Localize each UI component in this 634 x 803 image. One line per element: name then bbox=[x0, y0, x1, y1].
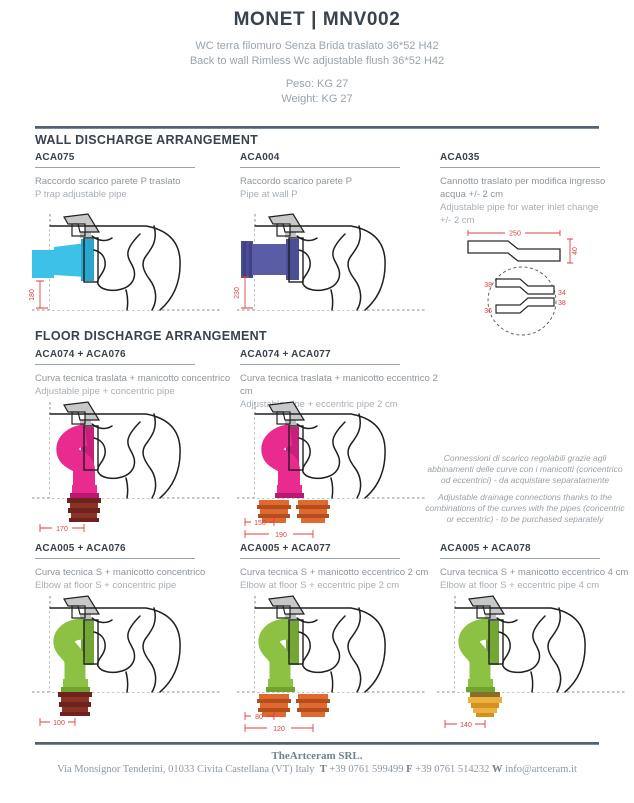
product-block-aca075 bbox=[35, 152, 225, 201]
product-subtitle bbox=[0, 39, 634, 69]
desc-italian: Curva tecnica traslata + manicotto concentrico bbox=[35, 373, 231, 384]
code-underline bbox=[240, 167, 400, 168]
desc-english: Adjustable pipe + concentric pipe bbox=[35, 386, 175, 397]
desc-italian: Curva tecnica traslata + manicotto eccentrico 2 cm bbox=[240, 373, 438, 397]
code-underline bbox=[35, 167, 195, 168]
fax-number: +39 0761 514232 bbox=[415, 764, 490, 775]
product-code: ACA004 bbox=[240, 152, 280, 163]
code-underline bbox=[240, 558, 400, 559]
desc-italian: Curva tecnica S + manicotto concentrico bbox=[35, 567, 206, 578]
code-underline bbox=[440, 167, 600, 168]
concentric-connector bbox=[67, 498, 101, 522]
desc-english: Pipe at wall P bbox=[240, 189, 298, 200]
product-code: ACA035 bbox=[440, 152, 480, 163]
aca075-diagram bbox=[28, 210, 228, 330]
product-block-aca074-076 bbox=[35, 349, 235, 398]
dimension-label: 180 bbox=[29, 289, 36, 301]
product-block-aca035 bbox=[440, 152, 610, 227]
product-block-aca005-076 bbox=[35, 543, 235, 592]
dimension-label: 250 bbox=[509, 230, 521, 238]
dimension-line bbox=[36, 281, 48, 308]
dimension-line bbox=[241, 277, 253, 308]
note-english: Adjustable drainage connections thanks to the combinations of the curves with the pipes (concentric or eccentric) - to be purchased separately bbox=[425, 492, 625, 524]
weight-english: Weight: KG 27 bbox=[281, 93, 353, 105]
dimension-label: 170 bbox=[56, 526, 68, 533]
page-title: MONET | MNV002 bbox=[233, 9, 401, 30]
product-block-aca004 bbox=[240, 152, 430, 201]
desc-english: Adjustable pipe for water inlet change +/- 2 cm bbox=[440, 202, 599, 226]
dimension-label: 230 bbox=[234, 287, 241, 299]
code-underline bbox=[240, 364, 400, 365]
code-underline bbox=[35, 364, 195, 365]
dimension-label: 34 bbox=[558, 290, 566, 297]
email-address: info@artceram.it bbox=[505, 764, 577, 775]
web-label: W bbox=[492, 764, 503, 775]
desc-italian: Curva tecnica S + manicotto eccentrico 4 cm bbox=[440, 567, 629, 578]
code-underline bbox=[440, 558, 600, 559]
desc-english: Elbow at floor S + eccentric pipe 2 cm bbox=[240, 580, 400, 591]
product-code: ACA075 bbox=[35, 152, 75, 163]
weight-italian: Peso: KG 27 bbox=[285, 78, 349, 90]
header-divider bbox=[35, 126, 599, 129]
desc-english: Adjustable pipe + eccentric pipe 2 cm bbox=[240, 399, 398, 410]
dimension-label: 150 bbox=[254, 520, 266, 527]
desc-italian: Cannotto traslato per modifica ingresso acqua +/- 2 cm bbox=[440, 176, 606, 200]
code-underline bbox=[35, 558, 195, 559]
pipe-step-down bbox=[496, 279, 554, 294]
desc-english: Elbow at floor S + eccentric pipe 4 cm bbox=[440, 580, 600, 591]
offset-pipe bbox=[468, 241, 560, 261]
aca035-diagram bbox=[460, 221, 610, 339]
dimension-label: 100 bbox=[53, 720, 65, 727]
desc-italian: Raccordo scarico parete P traslato bbox=[35, 176, 181, 187]
product-code: ACA005 + ACA078 bbox=[440, 543, 531, 554]
subtitle-english: Back to wall Rimless Wc adjustable flush 36*52 H42 bbox=[189, 55, 445, 67]
product-code: ACA005 + ACA076 bbox=[35, 543, 126, 554]
weight-info bbox=[0, 77, 634, 107]
product-code: ACA005 + ACA077 bbox=[240, 543, 331, 554]
product-code: ACA074 + ACA077 bbox=[240, 349, 331, 360]
concentric-connector bbox=[58, 692, 92, 716]
aca005-078-diagram bbox=[433, 592, 633, 742]
dimension-label: 190 bbox=[275, 532, 287, 539]
product-block-aca005-077 bbox=[240, 543, 440, 592]
eccentric-funnel-connector bbox=[468, 692, 502, 717]
aca074-076-diagram bbox=[28, 398, 228, 548]
aca005-077-diagram bbox=[233, 592, 433, 742]
fax-label: F bbox=[406, 764, 413, 775]
phone-number: +39 0761 599499 bbox=[329, 764, 404, 775]
desc-english: P trap adjustable pipe bbox=[35, 189, 127, 200]
eccentric-connector-right bbox=[296, 500, 330, 523]
phone-label: T bbox=[319, 764, 327, 775]
dimension-label: 38 bbox=[558, 300, 566, 307]
floor-section-heading: FLOOR DISCHARGE ARRANGEMENT bbox=[35, 329, 267, 343]
dimension-label: 80 bbox=[255, 714, 263, 721]
footer-divider bbox=[35, 742, 599, 745]
wall-section-heading: WALL DISCHARGE ARRANGEMENT bbox=[35, 133, 259, 147]
aca074-077-diagram bbox=[233, 398, 433, 548]
company-contact-line bbox=[0, 764, 634, 775]
desc-english: Elbow at floor S + concentric pipe bbox=[35, 580, 177, 591]
product-block-aca005-078 bbox=[440, 543, 630, 592]
purchase-note bbox=[425, 453, 625, 531]
subtitle-italian: WC terra filomuro Senza Brida traslato 36*52 H42 bbox=[195, 40, 439, 52]
dimension-label: 36 bbox=[484, 308, 492, 315]
note-italian: Connessioni di scarico regolabili grazie agli abbinamenti delle curve con i manicotti (concentrico od eccentrici) - da acquistare separatamente bbox=[427, 453, 623, 485]
dimension-label: 38 bbox=[484, 282, 492, 289]
desc-italian: Raccordo scarico parete P bbox=[240, 176, 352, 187]
product-code: ACA074 + ACA076 bbox=[35, 349, 126, 360]
company-address: Via Monsignor Tenderini, 01033 Civita Castellana (VT) Italy bbox=[57, 764, 315, 775]
aca005-076-diagram bbox=[28, 592, 228, 742]
aca004-diagram bbox=[233, 210, 433, 330]
desc-italian: Curva tecnica S + manicotto eccentrico 2 cm bbox=[240, 567, 429, 578]
dimension-label: 120 bbox=[273, 726, 285, 733]
dimension-label: 40 bbox=[572, 247, 579, 255]
wall-pipe-purple bbox=[241, 239, 299, 280]
eccentric-connector-right bbox=[296, 694, 330, 717]
pipe-step-up bbox=[496, 298, 554, 313]
dimension-label: 140 bbox=[460, 722, 472, 729]
company-name: TheArtceram SRL. bbox=[271, 750, 363, 762]
